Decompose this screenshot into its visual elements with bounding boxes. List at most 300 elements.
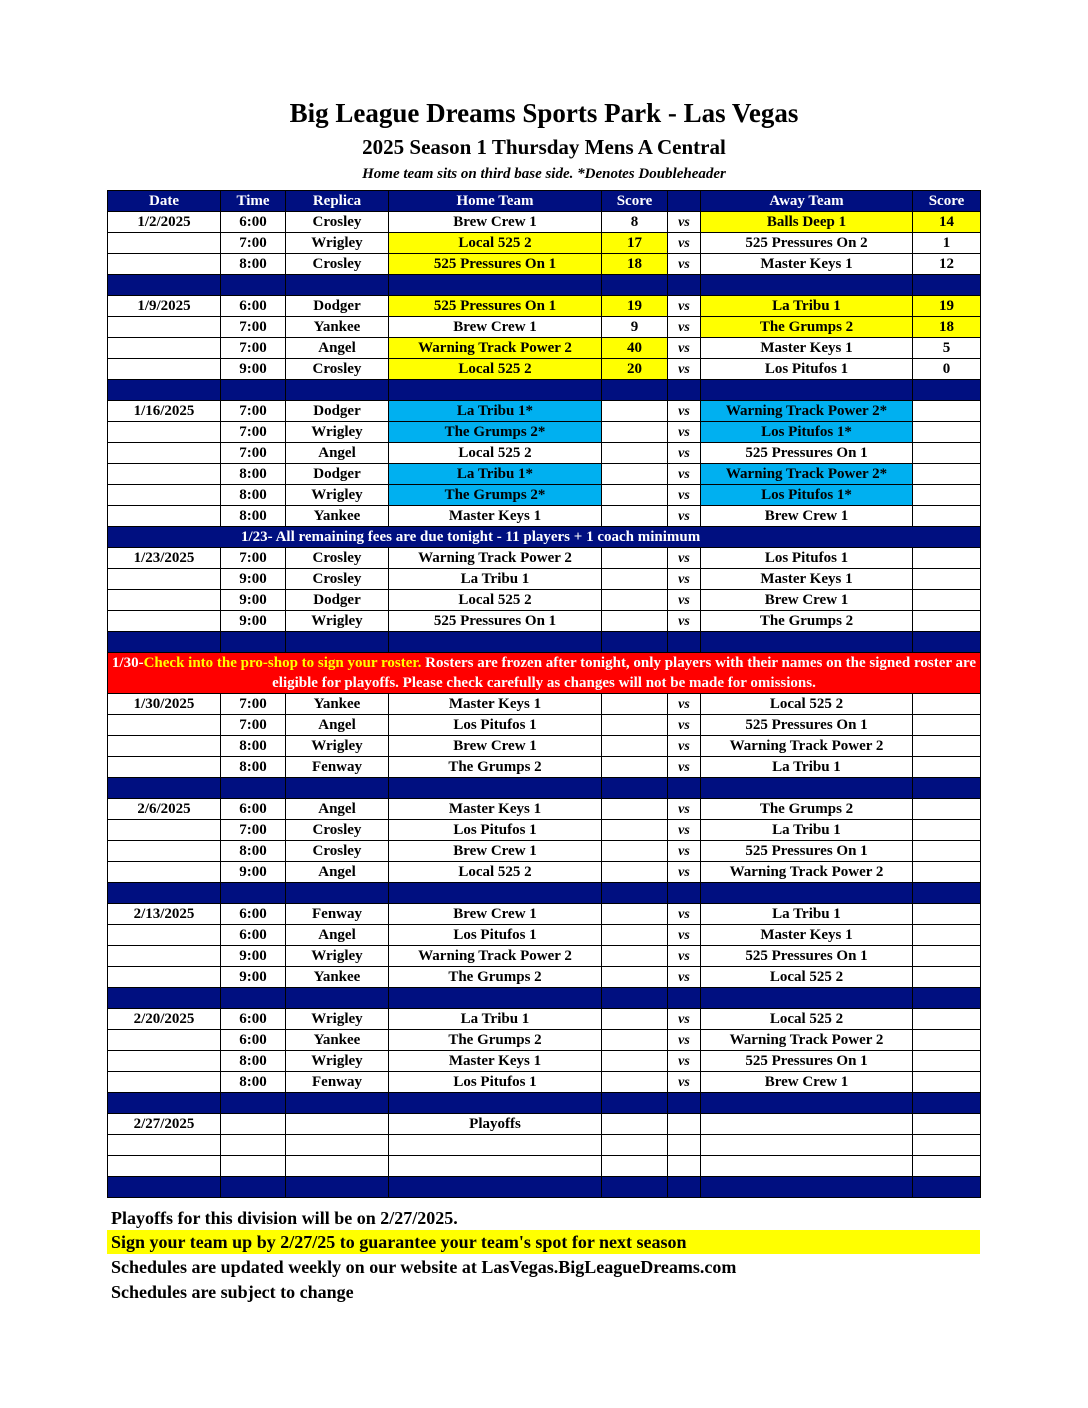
home-team: Los Pitufos 1 — [389, 925, 602, 946]
vs-label: vs — [668, 338, 701, 359]
away-team: Master Keys 1 — [701, 254, 913, 275]
home-score — [602, 506, 668, 527]
game-time: 8:00 — [221, 254, 286, 275]
game-time: 9:00 — [221, 862, 286, 883]
game-date — [108, 841, 221, 862]
game-field: Angel — [286, 443, 389, 464]
home-score — [602, 946, 668, 967]
game-time: 8:00 — [221, 841, 286, 862]
away-team: Balls Deep 1 — [701, 212, 913, 233]
home-score — [602, 757, 668, 778]
game-time: 6:00 — [221, 799, 286, 820]
away-team: La Tribu 1 — [701, 296, 913, 317]
game-time: 7:00 — [221, 233, 286, 254]
table-row — [108, 1072, 981, 1093]
home-score — [602, 422, 668, 443]
game-time: 7:00 — [221, 820, 286, 841]
home-score — [602, 590, 668, 611]
game-time: 7:00 — [221, 443, 286, 464]
away-score — [913, 401, 981, 422]
game-field: Angel — [286, 799, 389, 820]
away-team: Brew Crew 1 — [701, 590, 913, 611]
table-row — [108, 1030, 981, 1051]
game-field: Fenway — [286, 1072, 389, 1093]
home-team: The Grumps 2 — [389, 1030, 602, 1051]
away-team: Master Keys 1 — [701, 338, 913, 359]
game-field: Crosley — [286, 569, 389, 590]
header-time: Time — [221, 191, 286, 212]
table-row — [108, 296, 981, 317]
home-team: La Tribu 1 — [389, 1009, 602, 1030]
home-score: 17 — [602, 233, 668, 254]
fees-banner-row — [108, 527, 981, 548]
game-date — [108, 1051, 221, 1072]
away-score — [913, 464, 981, 485]
game-field: Wrigley — [286, 1051, 389, 1072]
schedule-table — [107, 190, 981, 1198]
game-date — [108, 338, 221, 359]
away-team: La Tribu 1 — [701, 820, 913, 841]
game-field: Dodger — [286, 401, 389, 422]
home-score — [602, 401, 668, 422]
table-row — [108, 359, 981, 380]
away-team: Local 525 2 — [701, 967, 913, 988]
home-score — [602, 799, 668, 820]
away-score — [913, 862, 981, 883]
table-row — [108, 443, 981, 464]
home-score — [602, 904, 668, 925]
footer-signup-note: Sign your team up by 2/27/25 to guarantee your team's spot for next season — [107, 1230, 980, 1254]
away-team: Los Pitufos 1 — [701, 548, 913, 569]
away-score — [913, 485, 981, 506]
away-team: Local 525 2 — [701, 694, 913, 715]
separator-row — [108, 988, 981, 1009]
table-row — [108, 212, 981, 233]
roster-alert-prefix: 1/30- — [111, 655, 144, 671]
vs-label: vs — [668, 904, 701, 925]
away-team: The Grumps 2 — [701, 799, 913, 820]
home-score — [602, 841, 668, 862]
game-field — [286, 1114, 389, 1135]
home-score — [602, 862, 668, 883]
game-field: Fenway — [286, 904, 389, 925]
game-field: Yankee — [286, 506, 389, 527]
away-team — [701, 1114, 913, 1135]
game-time: 8:00 — [221, 485, 286, 506]
table-row — [108, 862, 981, 883]
game-field: Yankee — [286, 694, 389, 715]
away-score: 14 — [913, 212, 981, 233]
away-team: 525 Pressures On 1 — [701, 841, 913, 862]
table-row — [108, 233, 981, 254]
home-score — [602, 1114, 668, 1135]
vs-label: vs — [668, 757, 701, 778]
game-field: Angel — [286, 862, 389, 883]
game-date — [108, 254, 221, 275]
game-field: Wrigley — [286, 736, 389, 757]
vs-label: vs — [668, 212, 701, 233]
table-header-row — [108, 191, 981, 212]
table-row — [108, 401, 981, 422]
home-team: Master Keys 1 — [389, 1051, 602, 1072]
home-team: 525 Pressures On 1 — [389, 254, 602, 275]
home-team: La Tribu 1 — [389, 569, 602, 590]
home-score — [602, 1030, 668, 1051]
away-score: 12 — [913, 254, 981, 275]
game-date: 2/13/2025 — [108, 904, 221, 925]
home-score — [602, 1072, 668, 1093]
table-row — [108, 1009, 981, 1030]
table-row — [108, 590, 981, 611]
home-score: 9 — [602, 317, 668, 338]
away-score — [913, 443, 981, 464]
roster-alert — [108, 653, 981, 694]
game-time: 7:00 — [221, 317, 286, 338]
page-subtitle: 2025 Season 1 Thursday Mens A Central — [362, 135, 726, 159]
table-row — [108, 1156, 981, 1177]
game-field: Yankee — [286, 967, 389, 988]
separator-row — [108, 1177, 981, 1198]
vs-label: vs — [668, 967, 701, 988]
away-score — [913, 422, 981, 443]
table-row — [108, 548, 981, 569]
away-team: La Tribu 1 — [701, 904, 913, 925]
away-team: Warning Track Power 2* — [701, 464, 913, 485]
table-row — [108, 254, 981, 275]
away-score — [913, 757, 981, 778]
away-score: 0 — [913, 359, 981, 380]
game-time: 8:00 — [221, 757, 286, 778]
table-row — [108, 1051, 981, 1072]
away-team: 525 Pressures On 1 — [701, 1051, 913, 1072]
game-field: Yankee — [286, 317, 389, 338]
header-home-team: Home Team — [389, 191, 602, 212]
away-score — [913, 820, 981, 841]
vs-label: vs — [668, 1009, 701, 1030]
game-date — [108, 233, 221, 254]
vs-label: vs — [668, 862, 701, 883]
away-team: Los Pitufos 1* — [701, 485, 913, 506]
game-time: 9:00 — [221, 590, 286, 611]
table-row — [108, 925, 981, 946]
separator-row — [108, 883, 981, 904]
vs-label: vs — [668, 443, 701, 464]
vs-label: vs — [668, 548, 701, 569]
away-score: 1 — [913, 233, 981, 254]
vs-label: vs — [668, 1072, 701, 1093]
game-time: 7:00 — [221, 338, 286, 359]
header-away-score: Score — [913, 191, 981, 212]
fees-banner: 1/23- All remaining fees are due tonight - 11 players + 1 coach minimum — [108, 527, 981, 548]
away-score — [913, 841, 981, 862]
separator-row — [108, 275, 981, 296]
game-time: 9:00 — [221, 359, 286, 380]
vs-label: vs — [668, 820, 701, 841]
home-team: Los Pitufos 1 — [389, 715, 602, 736]
away-score — [913, 946, 981, 967]
table-row — [108, 694, 981, 715]
table-row — [108, 904, 981, 925]
away-score: 5 — [913, 338, 981, 359]
separator-row — [108, 380, 981, 401]
game-time: 6:00 — [221, 212, 286, 233]
schedule-note: Home team sits on third base side. *Denotes Doubleheader — [362, 166, 726, 182]
game-date — [108, 317, 221, 338]
game-date: 1/30/2025 — [108, 694, 221, 715]
game-field: Dodger — [286, 296, 389, 317]
vs-label: vs — [668, 485, 701, 506]
game-field: Crosley — [286, 212, 389, 233]
home-score — [602, 694, 668, 715]
home-score — [602, 715, 668, 736]
header-away-team: Away Team — [701, 191, 913, 212]
game-date — [108, 611, 221, 632]
away-team: Warning Track Power 2 — [701, 1030, 913, 1051]
away-team: Warning Track Power 2* — [701, 401, 913, 422]
away-score — [913, 1009, 981, 1030]
game-date — [108, 736, 221, 757]
vs-label: vs — [668, 946, 701, 967]
game-field: Dodger — [286, 590, 389, 611]
game-time: 7:00 — [221, 548, 286, 569]
away-score: 18 — [913, 317, 981, 338]
vs-label: vs — [668, 359, 701, 380]
vs-label: vs — [668, 506, 701, 527]
game-time: 9:00 — [221, 967, 286, 988]
home-score: 18 — [602, 254, 668, 275]
vs-label: vs — [668, 233, 701, 254]
game-field: Wrigley — [286, 233, 389, 254]
game-date — [108, 1030, 221, 1051]
game-field: Crosley — [286, 841, 389, 862]
home-score — [602, 548, 668, 569]
home-score — [602, 736, 668, 757]
table-row — [108, 967, 981, 988]
away-team: Los Pitufos 1 — [701, 359, 913, 380]
game-date — [108, 715, 221, 736]
table-row — [108, 464, 981, 485]
away-team: 525 Pressures On 1 — [701, 946, 913, 967]
away-score — [913, 799, 981, 820]
vs-label: vs — [668, 590, 701, 611]
footer-playoffs-note: Playoffs for this division will be on 2/27/2025. — [111, 1208, 458, 1228]
home-score — [602, 1009, 668, 1030]
home-score: 8 — [602, 212, 668, 233]
game-date — [108, 820, 221, 841]
table-row — [108, 736, 981, 757]
vs-label: vs — [668, 799, 701, 820]
away-team: La Tribu 1 — [701, 757, 913, 778]
away-team: Master Keys 1 — [701, 569, 913, 590]
table-row — [108, 1135, 981, 1156]
home-team: Warning Track Power 2 — [389, 548, 602, 569]
home-team: Local 525 2 — [389, 443, 602, 464]
roster-alert-row — [108, 653, 981, 694]
game-field: Wrigley — [286, 1009, 389, 1030]
home-team: Master Keys 1 — [389, 799, 602, 820]
home-score — [602, 925, 668, 946]
home-score: 20 — [602, 359, 668, 380]
table-row — [108, 799, 981, 820]
away-score — [913, 694, 981, 715]
game-date: 2/6/2025 — [108, 799, 221, 820]
vs-label: vs — [668, 422, 701, 443]
game-field: Wrigley — [286, 485, 389, 506]
away-score — [913, 1114, 981, 1135]
vs-label: vs — [668, 736, 701, 757]
game-date — [108, 443, 221, 464]
home-team: The Grumps 2 — [389, 967, 602, 988]
vs-label: vs — [668, 254, 701, 275]
home-score: 40 — [602, 338, 668, 359]
away-score — [913, 506, 981, 527]
game-date: 2/27/2025 — [108, 1114, 221, 1135]
away-score — [913, 569, 981, 590]
away-score — [913, 1072, 981, 1093]
home-team: Brew Crew 1 — [389, 212, 602, 233]
game-time: 7:00 — [221, 715, 286, 736]
game-date — [108, 946, 221, 967]
away-team: Brew Crew 1 — [701, 506, 913, 527]
home-score — [602, 464, 668, 485]
table-row — [108, 820, 981, 841]
roster-alert-highlight: Check into the pro-shop to sign your roster. — [143, 655, 422, 671]
game-time — [221, 1114, 286, 1135]
away-score — [913, 611, 981, 632]
table-row — [108, 338, 981, 359]
table-row — [108, 946, 981, 967]
game-date — [108, 485, 221, 506]
game-field: Crosley — [286, 548, 389, 569]
table-row — [108, 715, 981, 736]
game-date — [108, 506, 221, 527]
vs-label: vs — [668, 611, 701, 632]
home-team: The Grumps 2 — [389, 757, 602, 778]
game-field: Wrigley — [286, 611, 389, 632]
home-team: Warning Track Power 2 — [389, 338, 602, 359]
vs-label: vs — [668, 925, 701, 946]
away-score — [913, 1030, 981, 1051]
game-field: Crosley — [286, 359, 389, 380]
game-time: 8:00 — [221, 1072, 286, 1093]
page-title: Big League Dreams Sports Park - Las Vegas — [289, 98, 799, 128]
table-row — [108, 485, 981, 506]
game-time: 7:00 — [221, 401, 286, 422]
roster-alert-text: Rosters are frozen after tonight, only players with their names on the signed roster are eligible for playoffs. Please check carefully as changes will not be made for omissions. — [272, 655, 977, 691]
away-score — [913, 904, 981, 925]
header-vs — [668, 191, 701, 212]
home-team: 525 Pressures On 1 — [389, 296, 602, 317]
table-row — [108, 1114, 981, 1135]
home-score — [602, 443, 668, 464]
game-field: Crosley — [286, 820, 389, 841]
away-team: 525 Pressures On 1 — [701, 715, 913, 736]
home-score — [602, 967, 668, 988]
away-team: 525 Pressures On 1 — [701, 443, 913, 464]
home-score: 19 — [602, 296, 668, 317]
vs-label: vs — [668, 1051, 701, 1072]
home-score — [602, 820, 668, 841]
home-team: 525 Pressures On 1 — [389, 611, 602, 632]
home-team: Master Keys 1 — [389, 694, 602, 715]
home-team: Local 525 2 — [389, 359, 602, 380]
game-date — [108, 569, 221, 590]
game-field: Angel — [286, 925, 389, 946]
header-home-score: Score — [602, 191, 668, 212]
game-field: Dodger — [286, 464, 389, 485]
away-score — [913, 548, 981, 569]
home-team: Los Pitufos 1 — [389, 1072, 602, 1093]
home-team: Brew Crew 1 — [389, 841, 602, 862]
home-team: Brew Crew 1 — [389, 904, 602, 925]
away-score — [913, 590, 981, 611]
away-team: Master Keys 1 — [701, 925, 913, 946]
game-field: Angel — [286, 338, 389, 359]
home-team: The Grumps 2* — [389, 485, 602, 506]
header-replica: Replica — [286, 191, 389, 212]
game-time: 8:00 — [221, 736, 286, 757]
game-date — [108, 967, 221, 988]
table-row — [108, 569, 981, 590]
away-team: Los Pitufos 1* — [701, 422, 913, 443]
game-time: 9:00 — [221, 611, 286, 632]
home-team: Local 525 2 — [389, 233, 602, 254]
game-date — [108, 359, 221, 380]
game-time: 6:00 — [221, 904, 286, 925]
home-team: Warning Track Power 2 — [389, 946, 602, 967]
home-team: The Grumps 2* — [389, 422, 602, 443]
table-row — [108, 506, 981, 527]
vs-label: vs — [668, 694, 701, 715]
header-date: Date — [108, 191, 221, 212]
vs-label — [668, 1114, 701, 1135]
away-score — [913, 1051, 981, 1072]
vs-label: vs — [668, 841, 701, 862]
away-score — [913, 736, 981, 757]
game-date — [108, 422, 221, 443]
game-date — [108, 464, 221, 485]
home-team: Brew Crew 1 — [389, 317, 602, 338]
playoffs-label: Playoffs — [389, 1114, 602, 1135]
home-team: Master Keys 1 — [389, 506, 602, 527]
game-time: 9:00 — [221, 946, 286, 967]
home-score — [602, 569, 668, 590]
game-field: Wrigley — [286, 946, 389, 967]
game-time: 7:00 — [221, 694, 286, 715]
game-field: Yankee — [286, 1030, 389, 1051]
game-date — [108, 862, 221, 883]
separator-row — [108, 632, 981, 653]
away-score — [913, 715, 981, 736]
game-date: 1/9/2025 — [108, 296, 221, 317]
away-team: Warning Track Power 2 — [701, 862, 913, 883]
table-row — [108, 317, 981, 338]
game-date: 1/2/2025 — [108, 212, 221, 233]
game-date — [108, 1072, 221, 1093]
game-time: 8:00 — [221, 464, 286, 485]
game-field: Crosley — [286, 254, 389, 275]
vs-label: vs — [668, 464, 701, 485]
table-row — [108, 422, 981, 443]
footer-change-note: Schedules are subject to change — [111, 1282, 354, 1302]
game-time: 6:00 — [221, 925, 286, 946]
home-score — [602, 611, 668, 632]
home-score — [602, 1051, 668, 1072]
game-date: 1/16/2025 — [108, 401, 221, 422]
home-team: Local 525 2 — [389, 590, 602, 611]
game-time: 6:00 — [221, 1030, 286, 1051]
vs-label: vs — [668, 715, 701, 736]
